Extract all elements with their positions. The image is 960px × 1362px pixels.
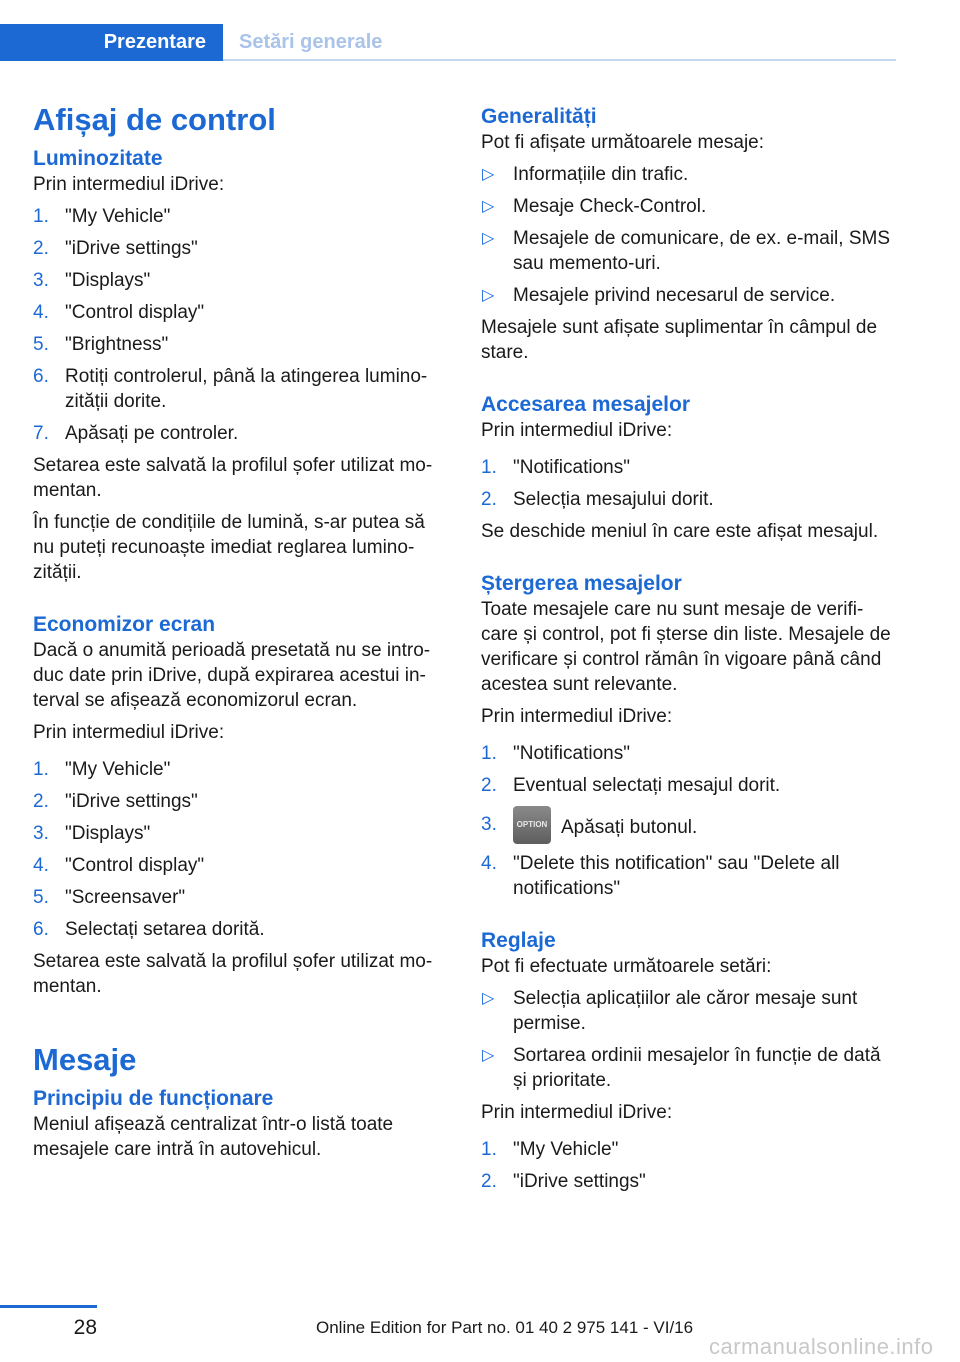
heading-access-messages: Accesarea mesajelor xyxy=(481,393,690,416)
paragraph: Pot fi afișate următoarele mesaje: xyxy=(481,132,765,153)
option-button-icon: OPTION xyxy=(513,806,551,844)
list-item: 2. Eventual selectați mesajul dorit. xyxy=(481,775,781,796)
list-item: 5. "Brightness" xyxy=(33,334,169,355)
heading-settings: Reglaje xyxy=(481,929,556,952)
paragraph: Prin intermediul iDrive: xyxy=(481,706,673,727)
list-item: ▷ Mesajele privind necesarul de service. xyxy=(482,285,836,306)
paragraph: Dacă o anumită perioadă presetată nu se intro-duc date prin iDrive, după expirarea acestui in-terval se afișează economizorul ecran. xyxy=(33,640,431,711)
list-item: 4. "Control display" xyxy=(33,302,205,323)
tab-prezentare[interactable]: Prezentare xyxy=(0,24,223,61)
list-item: 6. Rotiți controlerul, până la atingerea lumino-zității dorite. xyxy=(33,366,428,412)
list-item: ▷ Informațiile din trafic. xyxy=(482,164,689,185)
list-item: 2. Selecția mesajului dorit. xyxy=(481,489,714,510)
list-item: 7. Apăsați pe controler. xyxy=(33,423,239,444)
paragraph: Pot fi efectuate următoarele setări: xyxy=(481,956,772,977)
paragraph: Se deschide meniul în care este afișat mesajul. xyxy=(481,521,879,542)
list-item: ▷ Mesaje Check-Control. xyxy=(482,196,707,217)
list-item: ▷ Sortarea ordinii mesajelor în funcție de dată și prioritate. xyxy=(482,1045,881,1091)
list-item: 1. "My Vehicle" xyxy=(481,1139,619,1160)
list-item: 5. "Screensaver" xyxy=(33,887,186,908)
list-item: 4. "Control display" xyxy=(33,855,205,876)
settings-bullets xyxy=(481,986,897,1093)
general-bullets xyxy=(481,162,897,308)
paragraph: Prin intermediul iDrive: xyxy=(33,174,225,195)
paragraph: Prin intermediul iDrive: xyxy=(481,420,673,441)
left-column xyxy=(33,100,449,1169)
paragraph: Prin intermediul iDrive: xyxy=(481,1102,673,1123)
heading-general: Generalități xyxy=(481,105,597,128)
list-item: ▷ Mesajele de comunicare, de ex. e-mail, SMS sau memento-uri. xyxy=(482,228,890,274)
section-title-control-display: Afișaj de control xyxy=(33,102,276,137)
list-item: 3. "Displays" xyxy=(33,270,151,291)
edition-text: Online Edition for Part no. 01 40 2 975 141 - VI/16 xyxy=(316,1318,694,1337)
heading-brightness: Luminozitate xyxy=(33,147,163,170)
list-item: 1. "Notifications" xyxy=(481,457,630,478)
list-item: 6. Selectați setarea dorită. xyxy=(33,919,265,940)
screensaver-steps xyxy=(33,757,449,942)
watermark: carmanualsonline.info xyxy=(709,1334,934,1359)
list-item: 1. "Notifications" xyxy=(481,743,630,764)
list-item: 2. "iDrive settings" xyxy=(33,791,198,812)
list-item: 2. "iDrive settings" xyxy=(481,1171,646,1192)
heading-screensaver: Economizor ecran xyxy=(33,613,216,636)
tab-setari-generale[interactable]: Setări generale xyxy=(239,31,383,53)
list-item: 1. "My Vehicle" xyxy=(33,206,171,227)
access-steps xyxy=(481,455,897,512)
paragraph: Prin intermediul iDrive: xyxy=(33,722,225,743)
tab-underline xyxy=(223,59,896,61)
list-item: 1. "My Vehicle" xyxy=(33,759,171,780)
paragraph: Mesajele sunt afișate suplimentar în câmpul de stare. xyxy=(481,317,878,363)
page-number: 28 xyxy=(73,1316,97,1339)
heading-delete-messages: Ștergerea mesajelor xyxy=(481,572,682,595)
section-title-messages: Mesaje xyxy=(33,1042,137,1077)
right-column xyxy=(481,100,897,1201)
list-item: 3. "Displays" xyxy=(33,823,151,844)
list-item: 3. OPTION Apăsați butonul. xyxy=(481,812,897,844)
settings-steps xyxy=(481,1137,897,1194)
list-item: 2. "iDrive settings" xyxy=(33,238,198,259)
heading-principle: Principiu de funcționare xyxy=(33,1087,274,1110)
paragraph: În funcție de condițiile de lumină, s-ar putea să nu puteți recunoaște imediat reglarea lumino-zității. xyxy=(33,512,425,583)
paragraph: Meniul afișează centralizat într-o listă toate mesajele care intră în autovehicul. xyxy=(33,1114,394,1160)
brightness-steps xyxy=(33,204,449,446)
paragraph: Setarea este salvată la profilul șofer utilizat mo-mentan. xyxy=(33,455,433,501)
list-item: 4. "Delete this notification" sau "Delete all notifications" xyxy=(481,853,840,899)
footer-rule xyxy=(0,1305,97,1308)
delete-steps xyxy=(481,741,897,901)
list-item: ▷ Selecția aplicațiilor ale căror mesaje sunt permise. xyxy=(482,988,858,1034)
paragraph: Setarea este salvată la profilul șofer utilizat mo-mentan. xyxy=(33,951,433,997)
header-tabs xyxy=(0,24,896,62)
paragraph: Toate mesajele care nu sunt mesaje de verifi-care și control, pot fi șterse din liste. Mesajele de verificare și control rămân în vigoare până când acestea sunt relevante. xyxy=(481,599,891,695)
